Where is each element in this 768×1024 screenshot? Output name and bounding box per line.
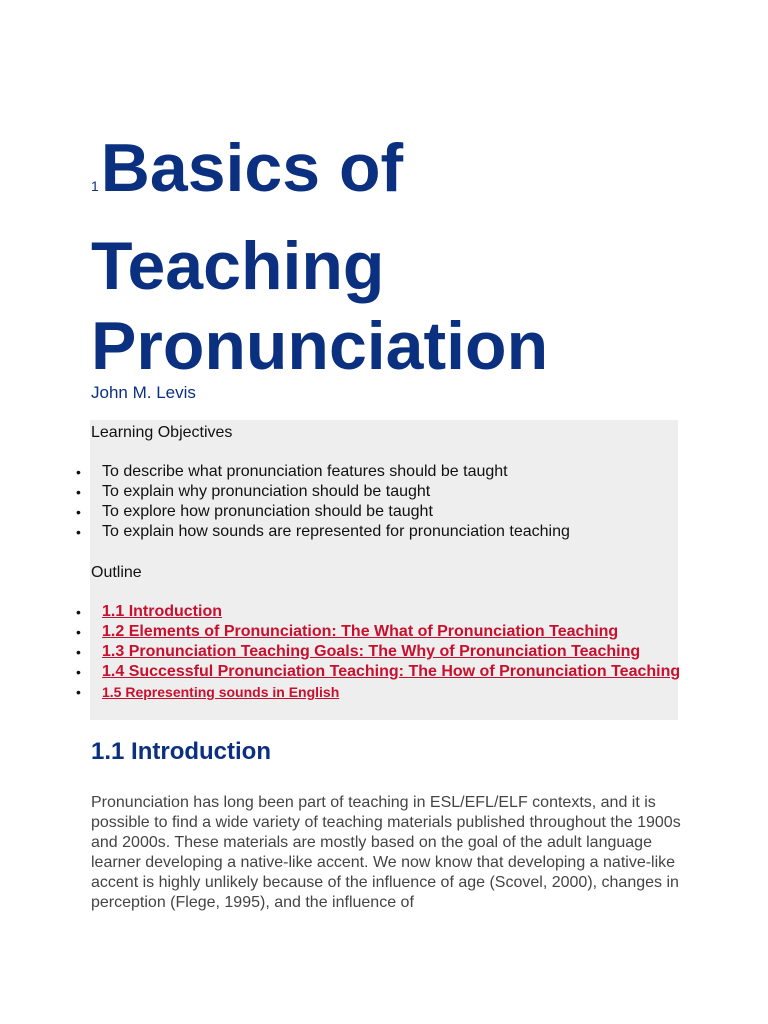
outline-link-goals[interactable]: 1.3 Pronunciation Teaching Goals: The Why of Pronunciation Teaching [102,643,641,660]
footnote-marker[interactable]: 1 [91,178,99,194]
outline-item [76,662,696,682]
bullet-icon: • [76,524,81,540]
outline-link-elements[interactable]: 1.2 Elements of Pronunciation: The What of Pronunciation Teaching [102,623,619,640]
bullet-icon: • [76,644,81,660]
outline-label: Outline [91,564,142,581]
outline-item [76,682,696,703]
outline-item [76,622,696,642]
outline-link-introduction[interactable]: 1.1 Introduction [102,603,222,620]
objectives-label: Learning Objectives [91,424,233,441]
title-line-3: Pronunciation [91,308,549,384]
bullet-icon: • [76,484,81,500]
bullet-icon: • [76,604,81,620]
title-text-1: Basics of [100,130,404,206]
author-name: John M. Levis [91,383,196,402]
title-line-1 [91,128,711,226]
document-title [91,128,711,386]
list-item: • To explain why pronunciation should be taught [76,483,431,500]
list-item: • To explain how sounds are represented for pronunciation teaching [76,523,570,540]
outline-list [76,602,696,703]
bullet-icon: • [76,684,81,700]
outline-link-successful[interactable]: 1.4 Successful Pronunciation Teaching: The How of Pronunciation Teaching [102,663,681,680]
section-heading: 1.1 Introduction [91,738,271,765]
outline-link-representing[interactable]: 1.5 Representing sounds in English [102,684,340,700]
objectives-list [76,462,696,542]
bullet-icon: • [76,624,81,640]
title-line-2: Teaching [91,228,385,304]
outline-item [76,642,696,662]
list-item: • To describe what pronunciation features should be taught [76,463,508,480]
list-item: • To explore how pronunciation should be taught [76,503,433,520]
bullet-icon: • [76,664,81,680]
outline-item [76,602,696,622]
bullet-icon: • [76,464,81,480]
section-paragraph: Pronunciation has long been part of teaching in ESL/EFL/ELF contexts, and it is possible to find a wide variety of teaching materials published throughout the 1900s and 2000s. These materials are mostly based on the goal of the adult language learner developing a native-like accent. We now know that developing a native-like accent is highly unlikely because of the influence of age (Scovel, 2000), changes in perception (Flege, 1995), and the influence of [91,794,681,911]
bullet-icon: • [76,504,81,520]
